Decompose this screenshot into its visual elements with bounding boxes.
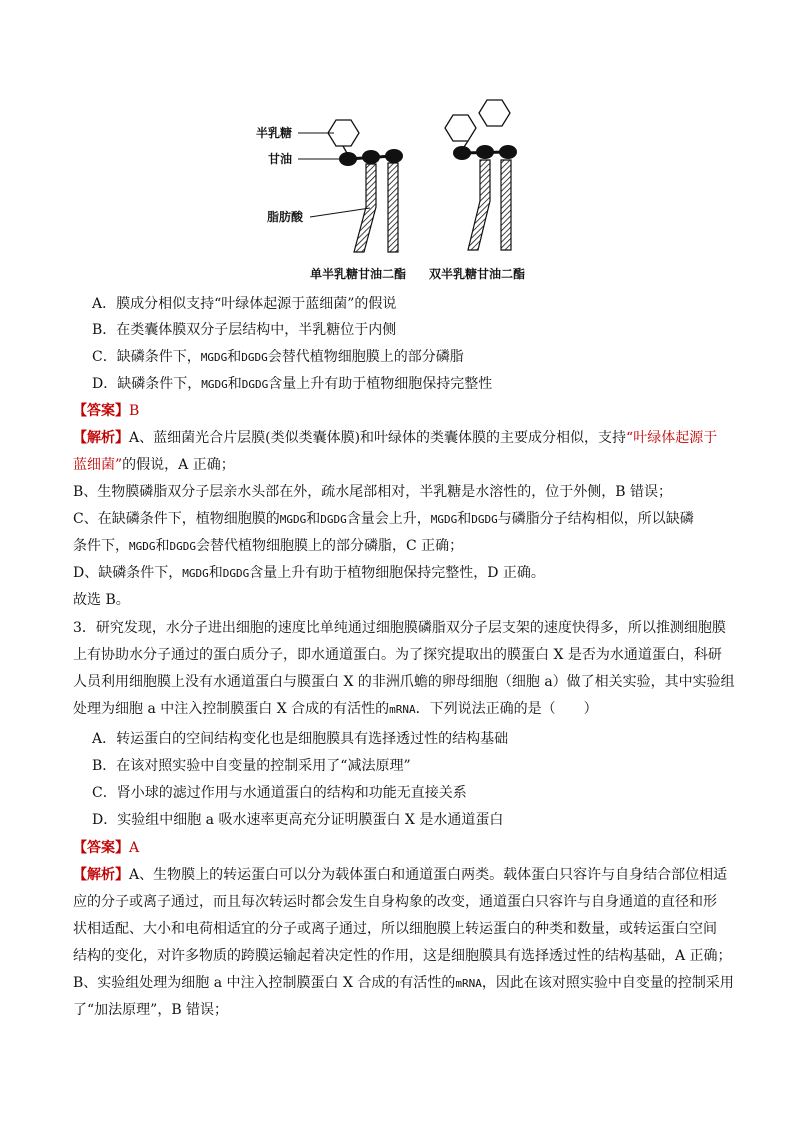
- q3-stem-line: 3．研究发现，水分子进出细胞的速度比单纯通过细胞膜磷脂双分子层支架的速度快得多，所以推测细胞膜: [73, 620, 726, 636]
- fatty-acid-chain: [501, 160, 511, 250]
- text-segment: 和: [227, 349, 242, 365]
- q3-analysis-line: 应的分子或离子通过，而且每次转运时都会发生自身构象的改变，通道蛋白只容许与自身通道的直径和形: [73, 894, 717, 910]
- q2-conclusion: 故选 B。: [73, 592, 130, 608]
- term-dgdg: DGDG: [169, 540, 196, 553]
- text-segment: 和: [306, 511, 321, 527]
- term-mgdg: MGDG: [200, 351, 228, 364]
- q2-analysis-line: [0, 455, 794, 475]
- caption-dgdg: 双半乳糖甘油二酯: [429, 267, 526, 281]
- label-glycerol: 甘油: [268, 152, 293, 166]
- term-mgdg: MGDG: [201, 378, 228, 391]
- fatty-acid-chain: [388, 163, 398, 252]
- term-mgdg: MGDG: [182, 567, 209, 580]
- text-segment: 会替代植物细胞膜上的部分磷脂: [267, 349, 464, 365]
- fatty-acid-chain: [354, 164, 376, 252]
- text-segment: 和: [155, 538, 170, 554]
- text-segment: D、缺磷条件下，: [73, 565, 183, 581]
- q3-stem-line: 上有协助水分子通过的蛋白质分子，即水通道蛋白。为了探究提取出的膜蛋白 X 是否为水通道蛋白，科研: [73, 647, 722, 663]
- text-segment: 含量上升有助于植物细胞保持完整性，D 正确。: [249, 565, 545, 581]
- text-segment: 和: [208, 565, 223, 581]
- lipid-diagram: [240, 90, 560, 285]
- q2-analysis-line: B、生物膜磷脂双分子层亲水头部在外，疏水尾部相对，半乳糖是水溶性的，位于外侧，B 错误；: [73, 484, 673, 500]
- answer-label: 【答案】: [73, 403, 129, 419]
- q2-option-b: B．在类囊体膜双分子层结构中，半乳糖位于内侧: [92, 322, 397, 338]
- galactose-hexagon: [445, 115, 476, 141]
- text-segment: 和: [457, 511, 472, 527]
- text-segment: B、实验组处理为细胞 a 中注入控制膜蛋白 X 合成的有活性的: [73, 975, 456, 991]
- glycerol-head: [453, 146, 471, 160]
- term-mrna: mRNA: [389, 703, 416, 716]
- answer-label: 【答案】: [73, 840, 129, 856]
- fatty-acid-chain: [468, 160, 490, 250]
- text-segment: A、生物膜上的转运蛋白可以分为载体蛋白和通道蛋白两类。载体蛋白只容许与自身结合部位相适: [129, 867, 728, 883]
- q2-option-d: [0, 374, 794, 395]
- term-dgdg: DGDG: [320, 513, 347, 526]
- term-dgdg: DGDG: [471, 513, 498, 526]
- q3-analysis-line: 结构的变化，对许多物质的跨膜运输起着决定性的作用，这是细胞膜具有选择透过性的结构基础，A 正确；: [73, 948, 732, 964]
- q3-analysis-line: 了“加法原理”，B 错误；: [73, 1002, 229, 1018]
- q3-analysis-line: [0, 973, 794, 994]
- term-mgdg: MGDG: [279, 513, 307, 526]
- answer-value: B: [129, 403, 140, 419]
- q3-stem-line: 人员利用细胞膜上没有水通道蛋白与膜蛋白 X 的非洲爪蟾的卵母细胞（细胞 a）做了相关实验，其中实验组: [73, 674, 735, 690]
- text-segment: D．缺磷条件下，: [92, 376, 202, 392]
- text-segment: ．下列说法正确的是（ ）: [415, 701, 598, 717]
- term-dgdg: DGDG: [241, 351, 268, 364]
- q3-option-d: D．实验组中细胞 a 吸水速率更高充分证明膜蛋白 X 是水通道蛋白: [92, 812, 504, 828]
- q2-option-a: A．膜成分相似支持“叶绿体起源于蓝细菌”的假说: [92, 296, 397, 312]
- analysis-label: 【解析】: [73, 430, 129, 446]
- text-segment: 会替代植物细胞膜上的部分磷脂，C 正确；: [196, 538, 464, 554]
- q2-analysis-line: [0, 509, 794, 530]
- q2-answer: [0, 401, 794, 421]
- text-segment: ，因此在该对照实验中自变量的控制采用: [481, 975, 734, 991]
- text-segment: 条件下，: [73, 538, 129, 554]
- red-text-segment: “叶绿体起源于: [626, 430, 718, 446]
- text-segment: 含量会上升，: [346, 511, 431, 527]
- lipid-structure-figure: [240, 90, 560, 285]
- q3-stem-line: [0, 699, 794, 720]
- text-segment: 处理为细胞 a 中注入控制膜蛋白 X 合成的有活性的: [73, 701, 390, 717]
- q3-analysis-line: 状相适配、大小和电荷相适宜的分子或离子通过，所以细胞膜上转运蛋白的种类和数量，或转运蛋白空间: [73, 921, 717, 937]
- q3-option-a: A．转运蛋白的空间结构变化也是细胞膜具有选择透过性的结构基础: [92, 731, 509, 747]
- galactose-hexagon: [479, 100, 510, 126]
- q2-analysis-line: [0, 563, 794, 584]
- caption-mgdg: 单半乳糖甘油二酯: [310, 267, 407, 281]
- text-segment: C、在缺磷条件下，植物细胞膜的: [73, 511, 280, 527]
- analysis-label: 【解析】: [73, 867, 129, 883]
- q3-answer: [0, 838, 794, 858]
- q2-analysis-line: [0, 536, 794, 557]
- q3-option-c: C．肾小球的滤过作用与水通道蛋白的结构和功能无直接关系: [92, 785, 467, 801]
- q3-option-b: B．在该对照实验中自变量的控制采用了“减法原理”: [92, 758, 411, 774]
- text-segment: 与磷脂分子结构相似，所以缺磷: [497, 511, 694, 527]
- label-fatty-acid: 脂肪酸: [267, 210, 304, 224]
- text-segment: 的假说，A 正确；: [122, 457, 235, 473]
- q2-option-c: [0, 347, 794, 368]
- q2-analysis-line: [0, 428, 794, 448]
- answer-value: A: [129, 840, 140, 856]
- text-segment: 和: [227, 376, 242, 392]
- red-text-segment: 蓝细菌”: [73, 457, 123, 473]
- text-segment: C．缺磷条件下，: [92, 349, 201, 365]
- q3-analysis-line: [0, 865, 794, 885]
- term-dgdg: DGDG: [241, 378, 269, 391]
- text-segment: 含量上升有助于植物细胞保持完整性: [268, 376, 493, 392]
- label-galactose: 半乳糖: [256, 126, 293, 140]
- term-mgdg: MGDG: [430, 513, 458, 526]
- term-mrna: mRNA: [455, 977, 482, 990]
- term-mgdg: MGDG: [129, 540, 156, 553]
- text-segment: A、蓝细菌光合片层膜(类似类囊体膜)和叶绿体的类囊体膜的主要成分相似，支持: [129, 430, 627, 446]
- term-dgdg: DGDG: [222, 567, 250, 580]
